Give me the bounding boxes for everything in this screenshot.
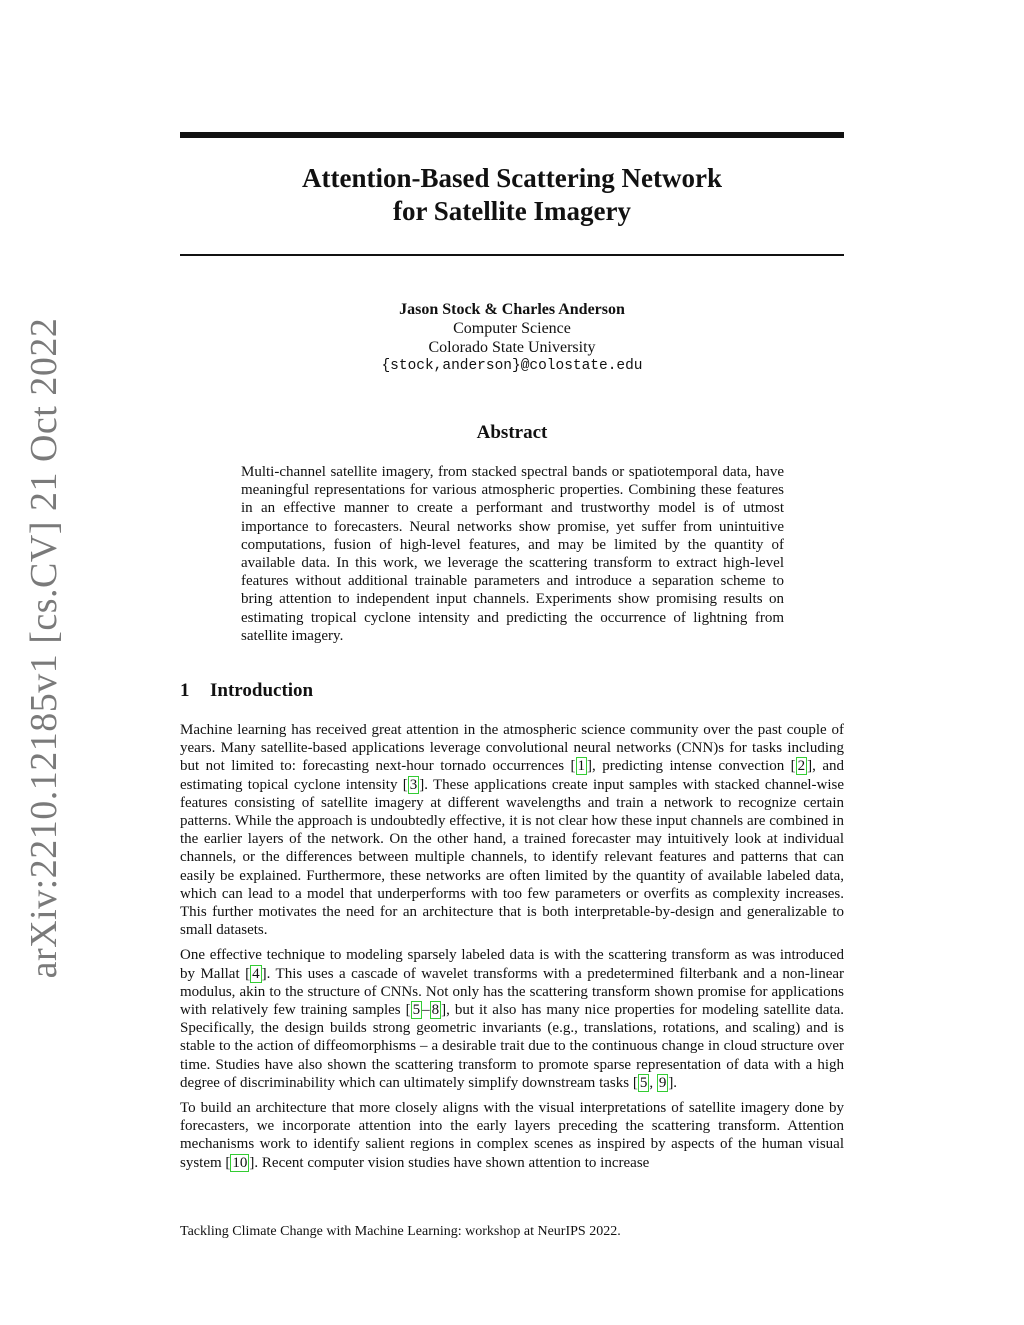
citation-link[interactable]: 8 [431,1002,440,1019]
venue-footnote: Tackling Climate Change with Machine Learning: workshop at NeurIPS 2022. [180,1224,621,1239]
citation-link[interactable]: 2 [797,758,806,775]
author-institution: Colorado State University [428,339,596,356]
paper-title [180,162,844,228]
title-line-1: Attention-Based Scattering Network [302,163,722,193]
text-run: – [422,1002,430,1019]
citation-link[interactable]: 9 [658,1074,667,1091]
author-department: Computer Science [453,320,571,337]
text-run: ], but it also has many nice properties for modeling satellite data. Specifically, the design builds strong geometric invariants (e.g., translations, rotations, and scaling) and is stable to the action of diffeomorphisms – a desirable trait due to the continuous change in cloud structure over time. Studies have also shown the scattering transform to promote sparse representation of data with a high degree of discriminability which can ultimately simplify downstream tasks [ [180,1002,844,1091]
text-run: To build an architecture that more closely aligns with the visual interpretations of satellite imagery done by forecasters, we incorporate attention into the early layers preceding the scattering transform. Attention mechanisms work to identify salient regions in complex scenes as inspired by aspects of the human visual system [ [180,1100,844,1171]
text-run: ]. These applications create input samples with stacked channel-wise features consisting of satellite imagery at different wavelengths and train a network to recognize certain patterns. While the approach is undoubtedly effective, it is not clear how these input channels are combined in the earlier layers of the network. On the other hand, a trained forecaster may intuitively look at individual channels, or the differences between multiple channels, to identify relevant features and patterns that can easily be explained. Furthermore, these networks are often limited by the quantity of available labeled data, which can lead to a model that underperforms with too few parameters or overfits as complexity increases. This further motivates the need for an architecture that is both interpretable-by-design and generalizable to small datasets. [180,776,845,939]
text-run: ]. This uses a cascade of wavelet transforms with a predetermined filterbank and a non-linear modulus, akin to the structure of CNNs. Not only has the scattering transform shown promise for applications with relatively few training samples [ [180,965,844,1019]
text-run: , [649,1074,657,1091]
citation-link[interactable]: 4 [252,965,260,982]
text-run: One effective technique to modeling sparsely labeled data is with the scattering transform as was introduced by Mallat [ [180,947,844,982]
text-run: ], and estimating topical cyclone intensity [ [180,758,844,793]
text-run: ]. [668,1074,678,1091]
text-run: ], predicting intense convection [ [587,758,796,775]
text-run: Machine learning has received great attention in the atmospheric science community over the past couple of years. Many satellite-based applications leverage convolutional neural networks (CNN)s for tasks including but not limited to: forecasting next-hour tornado occurrences [ [180,722,844,775]
title-bottom-rule [180,254,844,256]
section-title: Introduction [210,680,314,701]
section-number: 1 [180,680,190,701]
arxiv-identifier: arXiv:2210.12185v1 [cs.CV] 21 Oct 2022 [23,317,65,979]
abstract-text: Multi-channel satellite imagery, from stacked spectral bands or spatiotemporal data, have meaningful representations for various atmospheric properties. Combining these features in an effective manner to create a performant and trustworthy model is of utmost importance to forecasters. Neural networks show promise, yet suffer from unintuitive computations, fusion of high-level features, and may be limited by the quantity of available data. In this work, we leverage the scattering transform to extract high-level features without additional trainable parameters and introduce a separation scheme to bring attention to independent input channels. Experiments show promising results on estimating tropical cyclone intensity and predicting the occurrence of lightning from satellite imagery. [241,464,784,644]
citation-link[interactable]: 3 [409,776,418,793]
abstract-heading: Abstract [476,422,548,443]
author-email: {stock,anderson}@colostate.edu [381,358,643,374]
section-heading [180,680,313,702]
author-block [180,300,844,376]
title-line-2: for Satellite Imagery [393,196,631,226]
text-run: ]. Recent computer vision studies have shown attention to increase [249,1154,650,1171]
citation-link[interactable]: 5 [412,1002,421,1019]
introduction-body [180,721,844,1179]
paragraph-2 [180,946,844,1092]
citation-link[interactable]: 1 [577,758,586,775]
paragraph-3 [180,1099,844,1172]
citation-link[interactable]: 5 [639,1074,648,1091]
citation-link[interactable]: 10 [232,1154,248,1171]
paragraph-1 [180,721,844,939]
title-top-rule [180,132,844,138]
author-names: Jason Stock & Charles Anderson [399,301,625,318]
